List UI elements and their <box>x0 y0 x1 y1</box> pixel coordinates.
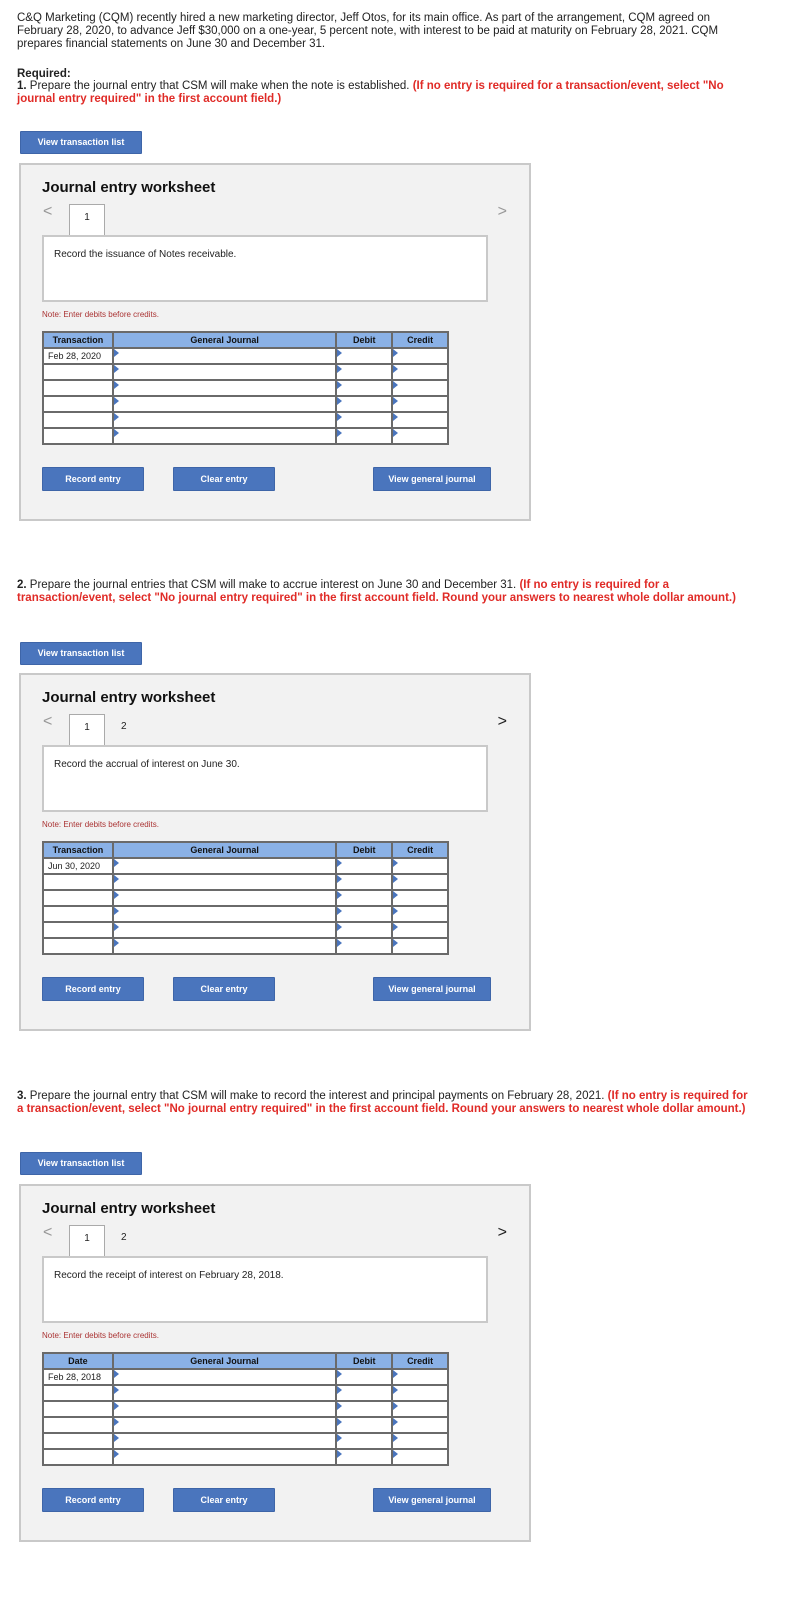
debit-input[interactable] <box>336 412 392 428</box>
col-header-date: Date <box>43 1353 113 1369</box>
table-row <box>43 1369 448 1385</box>
record-entry-button[interactable]: Record entry <box>42 1488 144 1512</box>
account-input[interactable] <box>113 428 337 444</box>
worksheet-title: Journal entry worksheet <box>42 1200 216 1217</box>
debit-input[interactable] <box>336 428 392 444</box>
journal-worksheet-3 <box>19 1184 531 1542</box>
date-cell <box>43 1449 113 1465</box>
col-header-transaction: Transaction <box>43 332 113 348</box>
account-input[interactable] <box>113 396 337 412</box>
record-entry-button[interactable]: Record entry <box>42 467 144 491</box>
table-row <box>43 412 448 428</box>
view-general-journal-button[interactable]: View general journal <box>373 467 491 491</box>
clear-entry-button[interactable]: Clear entry <box>173 977 275 1001</box>
entry-description: Record the issuance of Notes receivable. <box>42 235 488 302</box>
debit-input[interactable] <box>336 380 392 396</box>
question-1: 1. Prepare the journal entry that CSM will make when the note is established. (If no entry is required for a transaction/event, select "No journal entry required" in the first account field.) <box>17 80 724 105</box>
table-row <box>43 380 448 396</box>
account-input[interactable] <box>113 348 337 364</box>
col-header-general-journal: General Journal <box>113 1353 337 1369</box>
debit-input[interactable] <box>336 348 392 364</box>
col-header-debit: Debit <box>336 332 392 348</box>
entry-note: Note: Enter debits before credits. <box>42 1331 159 1340</box>
debit-input[interactable] <box>336 890 392 906</box>
col-header-transaction: Transaction <box>43 842 113 858</box>
question-3: 3. Prepare the journal entry that CSM will make to record the interest and principal payments on February 28, 2021. (If no entry is required for a transaction/event, select "No journal entry required" in the first account field. Round your answers to nearest whole dollar amount.) <box>17 1090 748 1115</box>
next-arrow-icon[interactable]: > <box>497 1224 507 1241</box>
journal-worksheet-2 <box>19 673 531 1031</box>
table-row <box>43 922 448 938</box>
tab-1[interactable]: 1 <box>69 1225 105 1257</box>
entry-description: Record the receipt of interest on February 28, 2018. <box>42 1256 488 1323</box>
credit-input[interactable] <box>392 858 448 874</box>
tab-1[interactable]: 1 <box>69 714 105 746</box>
table-row <box>43 364 448 380</box>
credit-input[interactable] <box>392 1433 448 1449</box>
table-row <box>43 938 448 954</box>
col-header-credit: Credit <box>392 1353 448 1369</box>
credit-input[interactable] <box>392 1385 448 1401</box>
date-cell <box>43 874 113 890</box>
debit-input[interactable] <box>336 1401 392 1417</box>
col-header-general-journal: General Journal <box>113 332 337 348</box>
debit-input[interactable] <box>336 364 392 380</box>
debit-input[interactable] <box>336 1417 392 1433</box>
table-row <box>43 348 448 364</box>
date-cell <box>43 1401 113 1417</box>
col-header-debit: Debit <box>336 842 392 858</box>
credit-input[interactable] <box>392 874 448 890</box>
entry-note: Note: Enter debits before credits. <box>42 820 159 829</box>
account-input[interactable] <box>113 364 337 380</box>
debit-input[interactable] <box>336 1449 392 1465</box>
table-row <box>43 1433 448 1449</box>
debit-input[interactable] <box>336 1385 392 1401</box>
account-input[interactable] <box>113 890 337 906</box>
col-header-credit: Credit <box>392 332 448 348</box>
date-cell <box>43 890 113 906</box>
required-label: Required: <box>17 68 71 80</box>
view-general-journal-button[interactable]: View general journal <box>373 1488 491 1512</box>
account-input[interactable] <box>113 906 337 922</box>
debit-input[interactable] <box>336 906 392 922</box>
date-cell: Feb 28, 2020 <box>43 348 113 364</box>
prev-arrow-icon[interactable]: < <box>43 1224 53 1241</box>
debit-input[interactable] <box>336 1369 392 1385</box>
entry-description: Record the accrual of interest on June 30. <box>42 745 488 812</box>
table-row <box>43 428 448 444</box>
question-2: 2. Prepare the journal entries that CSM will make to accrue interest on June 30 and December 31. (If no entry is required for a transaction/event, select "No journal entry required" in the first account field. Round your answers to nearest whole dollar amount.) <box>17 579 736 604</box>
tab-2[interactable]: 2 <box>121 1232 127 1243</box>
date-cell <box>43 364 113 380</box>
journal-worksheet-1 <box>19 163 531 521</box>
credit-input[interactable] <box>392 396 448 412</box>
account-input[interactable] <box>113 938 337 954</box>
col-header-general-journal: General Journal <box>113 842 337 858</box>
credit-input[interactable] <box>392 1449 448 1465</box>
worksheet-title: Journal entry worksheet <box>42 689 216 706</box>
credit-input[interactable] <box>392 1369 448 1385</box>
clear-entry-button[interactable]: Clear entry <box>173 1488 275 1512</box>
credit-input[interactable] <box>392 906 448 922</box>
date-cell: Jun 30, 2020 <box>43 858 113 874</box>
date-cell <box>43 906 113 922</box>
next-arrow-icon[interactable]: > <box>497 713 507 730</box>
next-arrow-icon[interactable]: > <box>497 203 507 220</box>
debit-input[interactable] <box>336 922 392 938</box>
credit-input[interactable] <box>392 1417 448 1433</box>
date-cell <box>43 412 113 428</box>
date-cell: Feb 28, 2018 <box>43 1369 113 1385</box>
credit-input[interactable] <box>392 380 448 396</box>
view-transaction-list-button[interactable]: View transaction list <box>20 1152 142 1175</box>
problem-intro: C&Q Marketing (CQM) recently hired a new marketing director, Jeff Otos, for its main office. As part of the arrangement, CQM agreed on February 28, 2020, to advance Jeff $30,000 on a one-year, 5 percent note, with interest to be paid at maturity on February 28, 2021. CQM prepares financial statements on June 30 and December 31. <box>17 12 719 50</box>
table-row <box>43 1417 448 1433</box>
prev-arrow-icon[interactable]: < <box>43 713 53 730</box>
account-input[interactable] <box>113 1369 337 1385</box>
date-cell <box>43 922 113 938</box>
table-row <box>43 1385 448 1401</box>
account-input[interactable] <box>113 1449 337 1465</box>
credit-input[interactable] <box>392 412 448 428</box>
debit-input[interactable] <box>336 1433 392 1449</box>
account-input[interactable] <box>113 412 337 428</box>
table-row <box>43 396 448 412</box>
date-cell <box>43 380 113 396</box>
view-transaction-list-button[interactable]: View transaction list <box>20 131 142 154</box>
prev-arrow-icon[interactable]: < <box>43 203 53 220</box>
table-row <box>43 890 448 906</box>
journal-table <box>42 841 449 955</box>
worksheet-title: Journal entry worksheet <box>42 179 216 196</box>
date-cell <box>43 428 113 444</box>
date-cell <box>43 396 113 412</box>
account-input[interactable] <box>113 874 337 890</box>
credit-input[interactable] <box>392 428 448 444</box>
account-input[interactable] <box>113 1385 337 1401</box>
credit-input[interactable] <box>392 348 448 364</box>
account-input[interactable] <box>113 1401 337 1417</box>
debit-input[interactable] <box>336 858 392 874</box>
debit-input[interactable] <box>336 874 392 890</box>
account-input[interactable] <box>113 922 337 938</box>
table-row <box>43 1449 448 1465</box>
debit-input[interactable] <box>336 396 392 412</box>
entry-note: Note: Enter debits before credits. <box>42 310 159 319</box>
table-row <box>43 1401 448 1417</box>
account-input[interactable] <box>113 380 337 396</box>
account-input[interactable] <box>113 1417 337 1433</box>
credit-input[interactable] <box>392 1401 448 1417</box>
tab-1[interactable]: 1 <box>69 204 105 236</box>
table-row <box>43 874 448 890</box>
debit-input[interactable] <box>336 938 392 954</box>
tab-2[interactable]: 2 <box>121 721 127 732</box>
col-header-credit: Credit <box>392 842 448 858</box>
table-row <box>43 906 448 922</box>
view-general-journal-button[interactable]: View general journal <box>373 977 491 1001</box>
credit-input[interactable] <box>392 938 448 954</box>
view-transaction-list-button[interactable]: View transaction list <box>20 642 142 665</box>
date-cell <box>43 1385 113 1401</box>
record-entry-button[interactable]: Record entry <box>42 977 144 1001</box>
account-input[interactable] <box>113 858 337 874</box>
credit-input[interactable] <box>392 890 448 906</box>
table-row <box>43 858 448 874</box>
credit-input[interactable] <box>392 922 448 938</box>
journal-table <box>42 331 449 445</box>
clear-entry-button[interactable]: Clear entry <box>173 467 275 491</box>
credit-input[interactable] <box>392 364 448 380</box>
col-header-debit: Debit <box>336 1353 392 1369</box>
journal-table <box>42 1352 449 1466</box>
date-cell <box>43 938 113 954</box>
date-cell <box>43 1433 113 1449</box>
account-input[interactable] <box>113 1433 337 1449</box>
date-cell <box>43 1417 113 1433</box>
